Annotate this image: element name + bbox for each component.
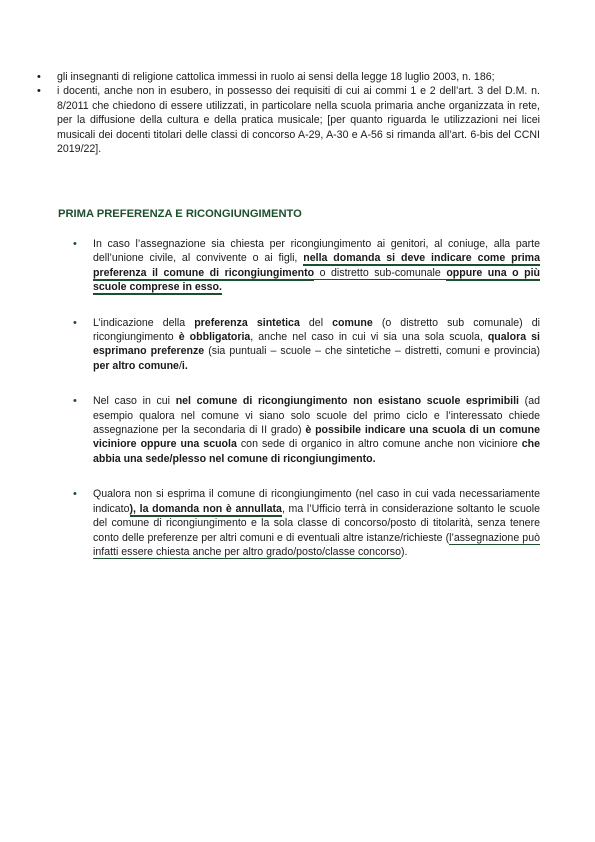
emphasis: per altro comune bbox=[93, 359, 179, 372]
list-item bbox=[37, 70, 540, 84]
text-fragment: (ad esempio qualora nel comune vi siano solo scuole del primo ciclo e l’interessato chiede assegnazione per la secondaria di II grado) bbox=[93, 395, 540, 437]
text-fragment-underlined: o distretto sub-comunale bbox=[314, 266, 447, 279]
text-fragment: ). bbox=[400, 545, 408, 558]
emphasis: che abbia una sede/plesso nel comune di ricongiungimento. bbox=[93, 438, 541, 465]
list-item-text: i docenti, anche non in esubero, in possesso dei requisiti di cui ai commi 1 e 2 dell’art. 3 del D.M. n. 8/2011 che chiedono di essere utilizzati, in particolare nella scuola primaria anche organizzata in rete, per la diffusione della cultura e della pratica musicale; [per quanto riguarda le utilizzazioni nei licei musicali dei docenti titolari delle classi di concorso A-29, A-30 e A-56 si rimanda all’art. 6-bis del CCNI 2019/22]. bbox=[57, 85, 540, 156]
bullet-icon: • bbox=[73, 395, 77, 408]
bullet-icon: • bbox=[73, 238, 77, 250]
emphasis-underlined: ), la domanda non è annullata bbox=[129, 502, 282, 515]
list-item bbox=[73, 394, 540, 466]
list-item-text: gli insegnanti di religione cattolica immessi in ruolo ai sensi della legge 18 luglio 2003, n. 186; bbox=[57, 71, 495, 83]
top-bullet-list bbox=[37, 70, 540, 156]
text-fragment: , anche nel caso in cui vi sia una sola scuola, bbox=[250, 331, 488, 344]
text-fragment: In caso l’assegnazione sia chiesta per ricongiungimento ai genitori, al coniuge, alla parte dell’unione civile, al convivente o ai figli, bbox=[93, 238, 540, 265]
list-item bbox=[73, 237, 540, 295]
emphasis-underlined: nella domanda si deve indicare come prima preferenza il comune di ricongiungimento bbox=[93, 252, 540, 279]
list-item bbox=[73, 487, 540, 559]
emphasis: i. bbox=[181, 359, 188, 372]
text-fragment: L’indicazione della bbox=[93, 316, 195, 329]
bullet-icon: • bbox=[73, 488, 77, 501]
bullet-icon: • bbox=[37, 71, 41, 83]
emphasis: nel comune di ricongiungimento non esistano scuole esprimibili bbox=[175, 395, 520, 408]
list-item bbox=[73, 316, 540, 374]
emphasis-underlined: oppure una o più scuole comprese in esso. bbox=[93, 266, 541, 294]
emphasis: qualora si esprimano preferenze bbox=[93, 331, 540, 358]
main-bullet-list bbox=[73, 237, 540, 559]
emphasis: è possibile indicare una scuola di un comune viciniore oppure una scuola bbox=[93, 424, 540, 451]
emphasis: è obbligatoria bbox=[178, 331, 251, 344]
list-item bbox=[37, 84, 540, 156]
section-heading: PRIMA PREFERENZA E RICONGIUNGIMENTO bbox=[58, 208, 302, 220]
text-fragment: del bbox=[299, 316, 333, 329]
text-fragment: (o distretto sub comunale) di ricongiungimento bbox=[93, 316, 540, 344]
bullet-icon: • bbox=[73, 316, 77, 329]
text-fragment: / bbox=[178, 359, 182, 372]
text-fragment-underlined: l’assegnazione può infatti essere chiesta anche per altro grado/posto/classe concorso bbox=[93, 531, 540, 558]
bullet-icon: • bbox=[37, 85, 41, 98]
text-fragment: (sia puntuali – scuole – che sintetiche – distretti, comuni e provincia) bbox=[204, 345, 540, 358]
text-fragment: , ma l’Ufficio terrà in considerazione soltanto le scuole del comune di ricongiungimento e la sola classe di concorso/posto di titolarità, senza tenere conto delle preferenze per altri comuni e di eventuali altre istanze/richieste ( bbox=[93, 502, 540, 544]
emphasis: comune bbox=[332, 316, 373, 329]
emphasis: preferenza sintetica bbox=[194, 316, 300, 329]
text-fragment: Qualora non si esprima il comune di ricongiungimento (nel caso in cui vada necessariamente indicato bbox=[93, 488, 540, 515]
text-fragment: con sede di organico in altro comune anche non viciniore bbox=[236, 438, 522, 451]
text-fragment: Nel caso in cui bbox=[93, 395, 176, 408]
